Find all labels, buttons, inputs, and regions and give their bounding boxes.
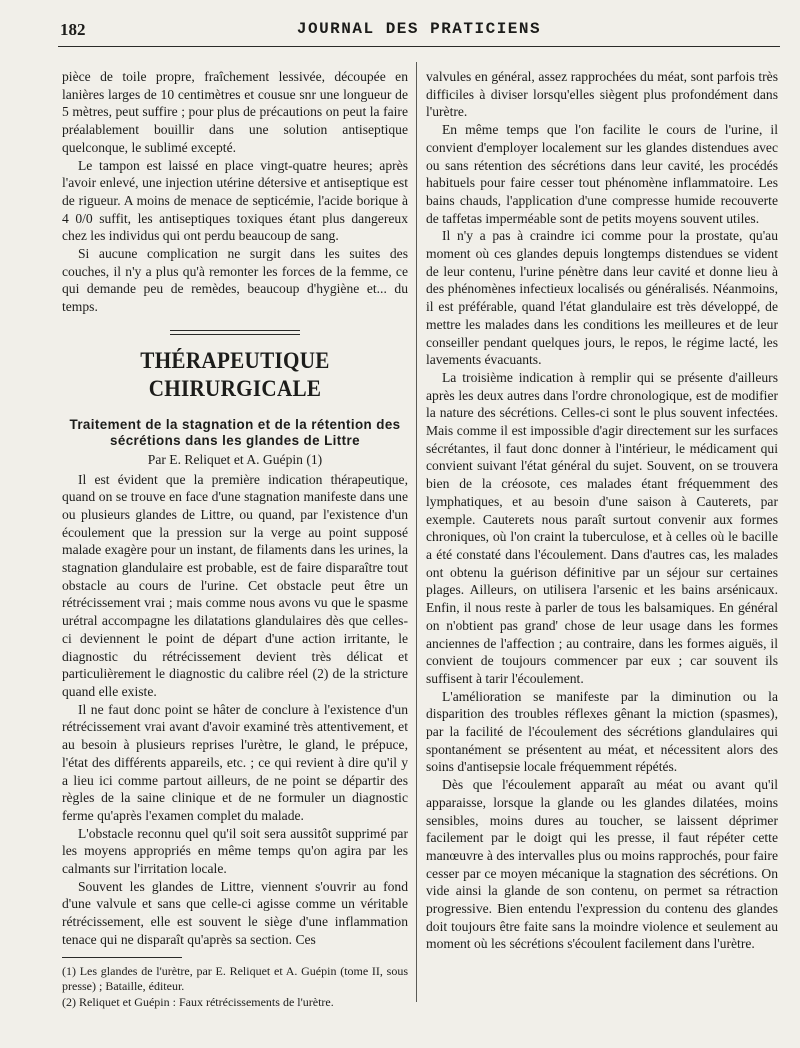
paragraph: Dès que l'écoulement apparaît au méat ou avant qu'il apparaisse, lorsque la glande ou les glandes dilatées, moins sensibles, moins dures au toucher, se laissent déprimer facilement par le doigt qui les presse, il faut répéter cette manœuvre à des intervalles plus ou moins rapprochés, pour faire cesser par ce moyen mécanique la stagnation des sécrétions. On vide ainsi la glande de son contenu, on permet sa rétraction progressive. Bien entendu l'expression du contenu des glandes doit toujours être faite sans la moindre violence et seulement au moment où les sécrétions s'écoulent facilement dans l'urètre. xyxy=(426,777,778,952)
paragraph: L'amélioration se manifeste par la diminution ou la disparition des troubles réflexes gênant la miction (spasmes), par la facilité de l'écoulement des sécrétions glandulaires qui spontanément se présentent au méat, et nécessitent alors des soins d'antisepsie locale fréquemment répétés. xyxy=(426,688,778,775)
left-column xyxy=(62,68,408,1010)
paragraph: En même temps que l'on facilite le cours de l'urine, il convient d'employer localement sur les glandes distendues avec ou sans rétention des sécrétions dans leur cavité, les procédés habituels pour faire cesser tout phénomène inflammatoire. Les bains chauds, l'application d'une compresse humide recouverte de taffetas imperméable sont de petits moyens souvent utiles. xyxy=(426,122,778,226)
paragraph: Si aucune complication ne surgit dans les suites des couches, il n'y a plus qu'à remonter les forces de la femme, ce qui demande peu de remèdes, beaucoup d'hygiène et... du temps. xyxy=(62,246,408,315)
paragraph: Il est évident que la première indication thérapeutique, quand on se trouve en face d'une stagnation manifeste dans une ou plusieurs glandes de Littre, ou quand, par l'existence d'un écoulement que la pression sur la verge au point supposé malade exagère pour un instant, de filaments dans les urines, la stagnation glandulaire est probable, est de faire disparaître tout obstacle au cours de l'urine. Cet obstacle peut être un rétrécissement vrai ; mais comme nous avons vu que le spasme urétral accompagne les dilatations glandulaires dès que celles-ci deviennent le point de départ d'une action irritante, le diagnostic du rétrécissement devient très délicat et particulièrement le diagnostic du calibre réel (2) de la stricture quand elle existe. xyxy=(62,471,408,699)
footnote-separator xyxy=(62,957,182,958)
right-column xyxy=(426,68,778,953)
section-separator xyxy=(170,330,300,335)
footnote: (2) Reliquet et Guépin : Faux rétrécissements de l'urètre. xyxy=(62,994,334,1009)
paragraph: Le tampon est laissé en place vingt-quatre heures; après l'avoir enlevé, une injection utérine détersive et antiseptique est de rigueur. A moins de menace de septicémie, l'acide borique à 4 0/0 suffit, les antiseptiques toxiques étant plus dangereux chez les individus qui ont perdu beaucoup de sang. xyxy=(62,157,408,244)
paragraph: valvules en général, assez rapprochées du méat, sont parfois très difficiles à diviser lorsqu'elles siègent plus profondément dans l'urètre. xyxy=(426,69,778,120)
paragraph: La troisième indication à remplir qui se présente d'ailleurs après les deux autres dans l'ordre chronologique, est de modifier la nature des sécrétions. Celles-ci sont le plus souvent infectées. Mais comme il est impossible d'agir directement sur les surfaces sécrétantes, il faut donc donner à l'intérieur, le médicament qui convient suivant l'état général du sujet. Souvent, on se trouvera bien de la créosote, ces malades étant fréquemment des lymphatiques, et au besoin d'une saison à Cauterets, par exemple. Cauterets nous paraît surtout convenir aux formes chroniques, où l'on craint la tuberculose, et à celles où le bacille a été constaté dans l'écoulement. Dans d'autres cas, les malades ont obtenu la guérison définitive par un séjour sur certaines plages. Ailleurs, on utilisera l'arsenic et les bains arsénicaux. Enfin, il nous reste à parler de tous les balsamiques. En général on n'obtient pas grand' chose de leur usage dans les formes anciennes de l'affection ; au contraire, dans les formes aiguës, il convient de toujours commencer par eux ; car souvent ils suffisent à tarir l'écoulement. xyxy=(426,369,778,686)
paragraph: Souvent les glandes de Littre, viennent s'ouvrir au fond d'une valvule et sans que celle-ci agisse comme un véritable rétrécissement, elle est souvent le siège d'une inflammation tenace qui ne disparaît qu'après sa section. Ces xyxy=(62,878,408,947)
footnote: (1) Les glandes de l'urètre, par E. Reliquet et A. Guépin (tome II, sous presse) ; Bataille, éditeur. xyxy=(62,963,408,994)
running-header xyxy=(58,20,780,47)
column-divider xyxy=(416,62,417,1002)
journal-title: JOURNAL DES PRATICIENS xyxy=(296,20,542,38)
section-title: THÉRAPEUTIQUE CHIRURGICALE xyxy=(140,347,330,401)
article-byline: Par E. Reliquet et A. Guépin (1) xyxy=(147,451,323,467)
paragraph: L'obstacle reconnu quel qu'il soit sera aussitôt supprimé par les moyens appropriés en même temps qu'on agira par les calmants sur l'irritation locale. xyxy=(62,825,408,877)
paragraph: pièce de toile propre, fraîchement lessivée, découpée en lanières larges de 10 centimètres et cousue snr une longueur de 5 mètres, peut suffire ; pour plus de précautions on peut la faire préalablement bouillir dans une solution antiseptique quelconque, le sublimé excepté. xyxy=(62,69,408,155)
paragraph: Il ne faut donc point se hâter de conclure à l'existence d'un rétrécissement vrai avant d'avoir examiné très attentivement, et au besoin à plusieurs reprises l'urètre, le gland, le prépuce, l'état des différents appareils, etc. ; ce qui revient à dire qu'il y a lieu ici comme partout ailleurs, de ne point se départir des règles de la saine clinique et de ne formuler un diagnostic ferme qu'après l'examen complet du malade. xyxy=(62,701,408,823)
paragraph: Il n'y a pas à craindre ici comme pour la prostate, qu'au moment où ces glandes depuis longtemps distendues se vident de leur contenu, l'urine pénètre dans leur cavité et donne lieu à des phénomènes infectieux localisés ou généralisés. Néanmoins, il est préférable, quand l'état glandulaire est très développé, de mettre les malades dans les conditions les meilleures et de leur conseiller pendant quelques jours, le repos, le régime lacté, les lavements évacuants. xyxy=(426,228,778,368)
page-number: 182 xyxy=(60,20,86,39)
article-title: Traitement de la stagnation et de la rétention des sécrétions dans les glandes de Littre xyxy=(69,416,401,448)
